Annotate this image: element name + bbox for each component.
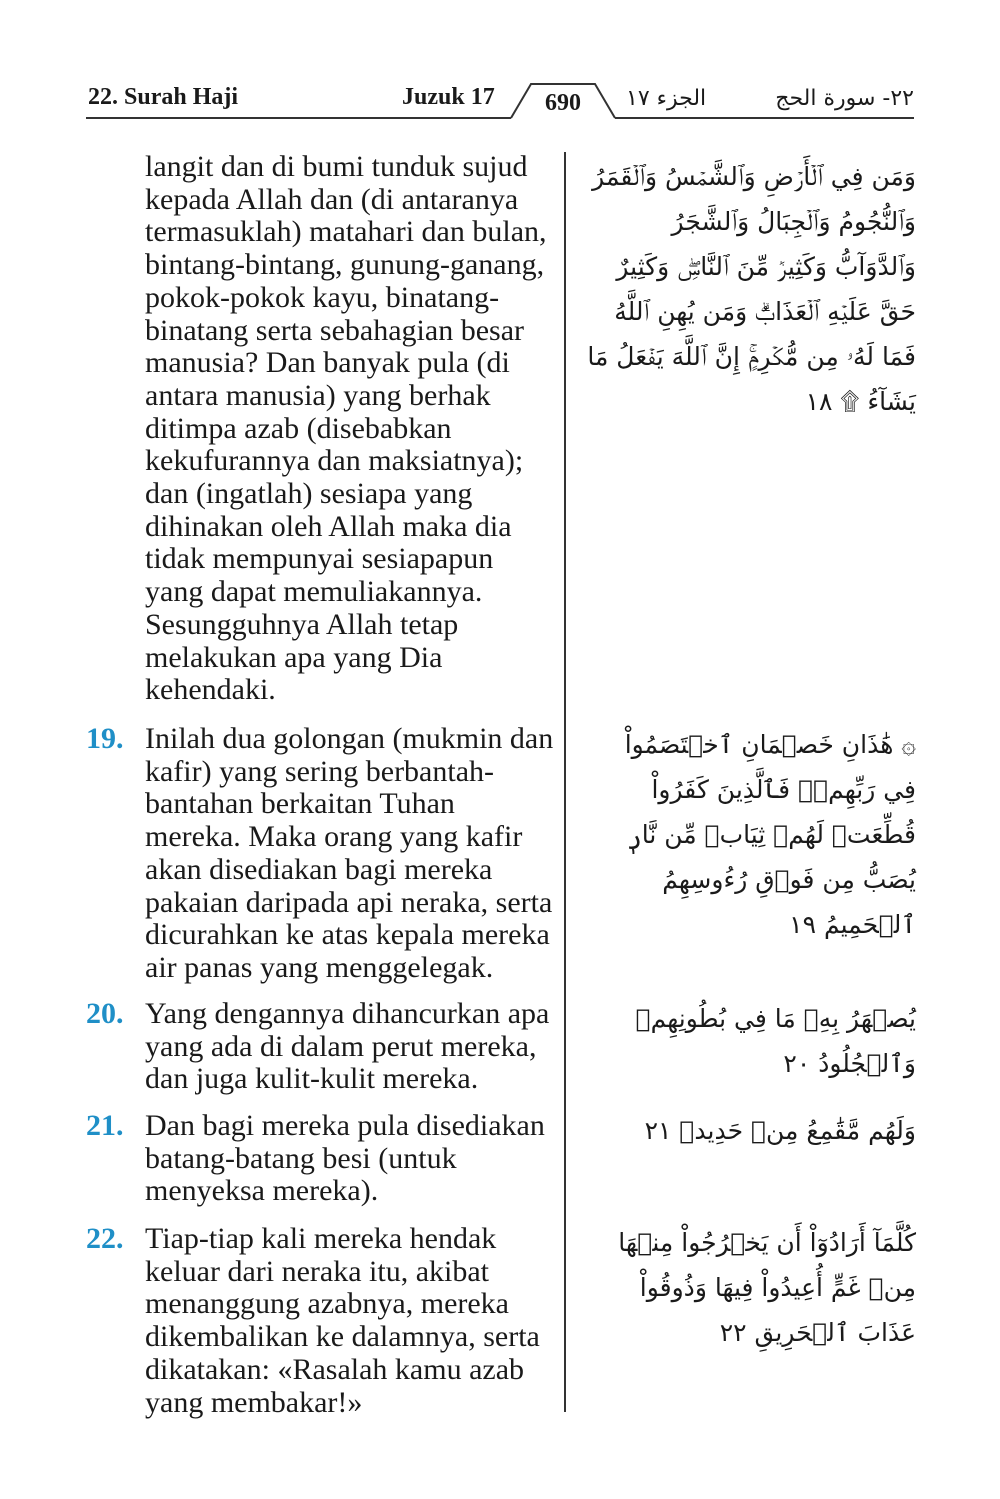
- surah-label: 22. Surah Haji: [88, 84, 239, 110]
- verse-number-20: 20.: [86, 997, 124, 1030]
- verse-number-21: 21.: [86, 1109, 124, 1142]
- verse-22-translation: Tiap-tiap kali mereka hendak keluar dari neraka itu, akibat menanggung azabnya, mereka dikembalikan ke dalamnya, serta dikatakan: «Rasalah kamu azab yang membakar!»: [145, 1222, 540, 1419]
- verse-21-arabic: وَلَهُم مَّقَٰمِعُ مِنۡ حَدِيدٖ ٢١: [644, 1116, 916, 1145]
- verse-19-arabic: ۞ هَٰذَانِ خَصۡمَانِ ٱخۡتَصَمُواْ فِي رَبِّهِمۡۖ فَٱلَّذِينَ كَفَرُواْ قُطِّعَتۡ لَهُمۡ ثِيَابٞ مِّن نَّارٖ يُصَبُّ مِن فَوۡقِ رُءُوسِهِمُ ٱلۡحَمِيمُ ١٩: [624, 730, 916, 939]
- column-divider: [564, 152, 566, 1412]
- surah-arabic: ٢٢- سورة الحج: [775, 86, 914, 111]
- verse-number-19: 19.: [86, 722, 124, 755]
- verse-22-arabic: كُلَّمَآ أَرَادُوٓاْ أَن يَخۡرُجُواْ مِنۡهَا مِنۡ غَمٍّ أُعِيدُواْ فِيهَا وَذُوقُواْ عَذَابَ ٱلۡحَرِيقِ ٢٢: [618, 1228, 916, 1347]
- juzuk-label: Juzuk 17: [402, 84, 495, 110]
- juz-arabic: الجزء ١٧: [626, 86, 707, 111]
- page-number: 690: [545, 90, 581, 116]
- verse-number-22: 22.: [86, 1222, 124, 1255]
- verse-20-translation: Yang dengannya dihancurkan apa yang ada di dalam perut mereka, dan juga kulit-kulit mereka.: [145, 997, 550, 1096]
- verse-18-translation: langit dan di bumi tunduk sujud kepada Allah dan (di antaranya termasuklah) matahari dan bulan, bintang-bintang, gunung-ganang, pokok-pokok kayu, binatang-binatang serta sebahagian besar manusia? Dan banyak pula (di antara manusia) yang berhak ditimpa azab (disebabkan kekufurannya dan maksiatnya); dan (ingatlah) sesiapa yang dihinakan oleh Allah maka dia tidak mempunyai sesiapapun yang dapat memuliakannya. Sesungguhnya Allah tetap melakukan apa yang Dia kehendaki.: [145, 150, 547, 707]
- verse-21-translation: Dan bagi mereka pula disediakan batang-batang besi (untuk menyeksa mereka).: [145, 1109, 545, 1208]
- page-header: [0, 0, 1000, 130]
- verse-18-arabic: وَمَن فِي ٱلۡأَرۡضِ وَٱلشَّمۡسُ وَٱلۡقَمَرُ وَٱلنُّجُومُ وَٱلۡجِبَالُ وَٱلشَّجَرُ وَٱلدَّوَآبُّ وَكَثِيرٞ مِّنَ ٱلنَّاسِۖ وَكَثِيرٌ حَقَّ عَلَيۡهِ ٱلۡعَذَابُۗ وَمَن يُهِنِ ٱللَّهُ فَمَا لَهُۥ مِن مُّكۡرِمٍۚ إِنَّ ٱللَّهَ يَفۡعَلُ مَا يَشَآءُ ۩ ١٨: [587, 162, 916, 416]
- verse-20-arabic: يُصۡهَرُ بِهِۦ مَا فِي بُطُونِهِمۡ وَٱلۡجُلُودُ ٢٠: [635, 1004, 916, 1078]
- verse-19-translation: Inilah dua golongan (mukmin dan kafir) yang sering berbantah-bantahan berkaitan Tuhan mereka. Maka orang yang kafir akan disediakan bagi mereka pakaian daripada api neraka, serta dicurahkan ke atas kepala mereka air panas yang menggelegak.: [145, 722, 554, 984]
